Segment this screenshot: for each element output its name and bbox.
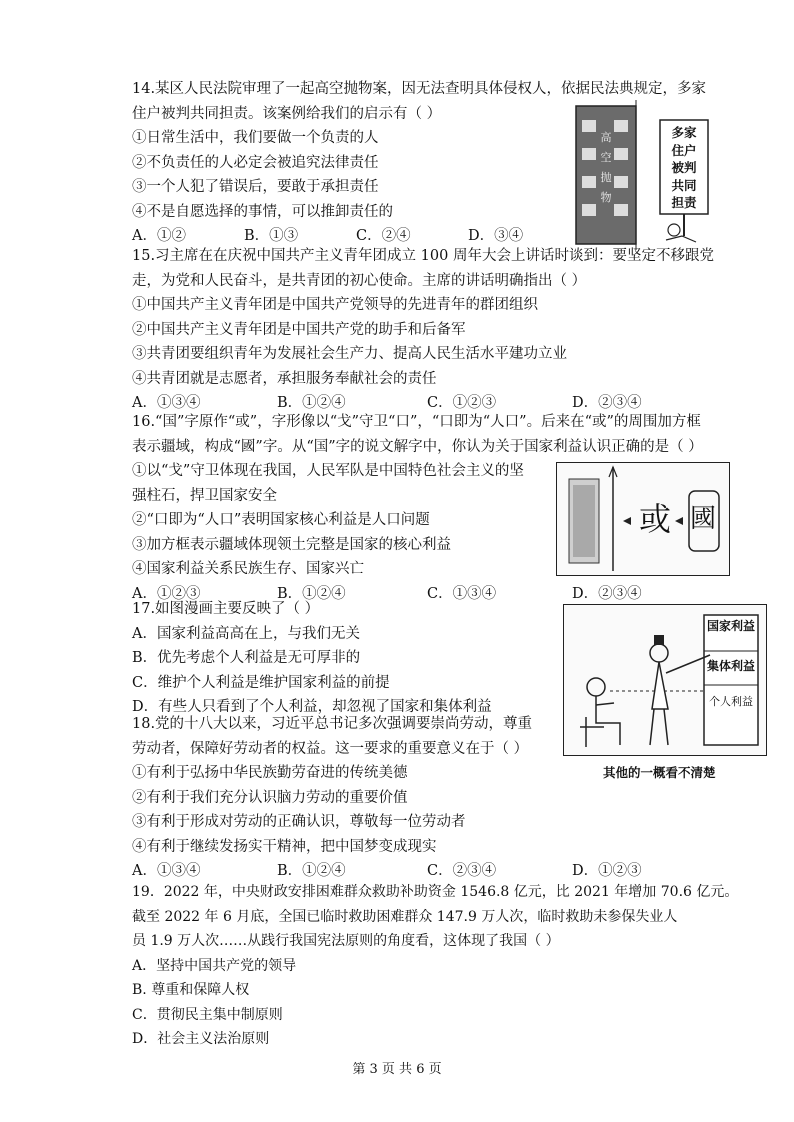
q15-line-1: 15.习主席在在庆祝中国共产主义青年团成立 100 周年大会上讲话时谈到：要坚定不移跟党 xyxy=(132,248,714,264)
q19-option-d: D．社会主义法治原则 xyxy=(132,1031,270,1047)
q17-label-personal: 个人利益 xyxy=(709,695,753,708)
q14-building-char-1: 高 xyxy=(600,131,612,144)
q14-option-d: D．③④ xyxy=(468,228,524,244)
q15-option-b: B．①②④ xyxy=(277,395,346,411)
q18-line-4: ②有利于我们充分认识脑力劳动的重要价值 xyxy=(132,789,408,806)
q17-line-1: 17.如图漫画主要反映了（ ） xyxy=(132,601,320,617)
q15-line-3: ①中国共产主义青年团是中国共产党领导的先进青年的群团组织 xyxy=(132,297,538,313)
q18-line-5: ③有利于形成对劳动的正确认识，尊敬每一位劳动者 xyxy=(132,814,466,830)
q17-option-c: C．维护个人利益是维护国家利益的前提 xyxy=(132,674,390,691)
q14-line-4: ②不负责任的人必定会被追究法律责任 xyxy=(132,154,379,171)
page-footer: 第 3 页 共 6 页 xyxy=(352,1062,442,1077)
q18-line-3: ①有利于弘扬中华民族勤劳奋进的传统美德 xyxy=(132,765,408,781)
q18-option-a: A．①③④ xyxy=(132,863,201,879)
q19-option-b: B. 尊重和保障人权 xyxy=(132,982,250,998)
question-15 xyxy=(132,244,714,416)
q16-line-6: ③加方框表示疆域体现领土完整是国家的核心利益 xyxy=(132,536,451,553)
q16-line-1: 16.“国”字原作“或”，字形像以“戈”守卫“口”，“口即为“人口”。后来在“或”的周围加方框 xyxy=(132,414,701,430)
q14-option-a: A．①② xyxy=(132,228,186,244)
q14-line-6: ④不是自愿选择的事情，可以推卸责任的 xyxy=(132,203,393,220)
q18-line-6: ④有利于继续发扬实干精神，把中国梦变成现实 xyxy=(132,838,437,855)
q15-option-a: A．①③④ xyxy=(132,395,201,411)
q14-building-char-2: 空 xyxy=(600,151,612,164)
q14-line-1: 14.某区人民法院审理了一起高空抛物案，因无法查明具体侵权人，依据民法典规定，多家 xyxy=(132,81,707,97)
q14-building-text xyxy=(599,128,613,208)
q15-option-d: D．②③④ xyxy=(572,395,642,411)
q16-option-d: D．②③④ xyxy=(572,585,642,602)
q16-line-4: 强柱石，捍卫国家安全 xyxy=(132,487,277,504)
q14-building-char-4: 物 xyxy=(600,191,612,204)
q15-option-c: C．①②③ xyxy=(427,395,497,411)
q19-option-a: A．坚持中国共产党的领导 xyxy=(132,957,297,974)
q16-option-b: B．①②④ xyxy=(277,585,346,602)
q14-line-5: ③一个人犯了错误后，要敢于承担责任 xyxy=(132,179,379,195)
question-19 xyxy=(132,880,738,1052)
q17-option-a: A．国家利益高高在上，与我们无关 xyxy=(132,625,360,642)
q18-option-b: B．①②④ xyxy=(277,863,346,879)
q14-sign-text xyxy=(662,124,706,212)
q16-char-guo: 國 xyxy=(690,504,717,534)
q19-line-1: 19．2022 年，中央财政安排困难群众救助补助资金 1546.8 亿元，比 2021 年增加 70.6 亿元。 xyxy=(132,884,739,900)
q14-option-b: B．①③ xyxy=(244,228,299,244)
q16-line-2: 表示疆域，构成“國”字。从“国”字的说文解字中，你认为关于国家利益认识正确的是（ ） xyxy=(132,438,703,455)
q14-sign-line-5: 担责 xyxy=(671,195,697,210)
q14-line-2: 住户被判共同担责。该案例给我们的启示有（ ） xyxy=(132,105,442,122)
q14-cartoon xyxy=(570,100,720,250)
q14-sign-line-3: 被判 xyxy=(671,160,697,175)
q18-line-2: 劳动者，保障好劳动者的权益。这一要求的重要意义在于（ ） xyxy=(132,740,529,757)
q16-line-7: ④国家利益关系民族生存、国家兴亡 xyxy=(132,561,364,577)
q14-building-char-3: 抛 xyxy=(600,171,612,184)
q17-label-collective: 集体利益 xyxy=(706,659,755,673)
q18-line-1: 18.党的十八大以来，习近平总书记多次强调要崇尚劳动，尊重 xyxy=(132,716,533,732)
q14-line-3: ①日常生活中，我们要做一个负责的人 xyxy=(132,130,379,146)
q19-line-2: 截至 2022 年 6 月底，全国已临时救助困难群众 147.9 万人次，临时救助未参保失业人 xyxy=(132,908,678,925)
q14-sign-line-1: 多家 xyxy=(671,125,697,140)
q15-line-4: ②中国共产主义青年团是中国共产党的助手和后备军 xyxy=(132,321,466,338)
q19-line-3: 员 1.9 万人次……从践行我国宪法原则的角度看，这体现了我国（ ） xyxy=(132,933,560,949)
q17-option-d: D．有些人只看到了个人利益，却忽视了国家和集体利益 xyxy=(132,699,492,715)
q19-option-c: C．贯彻民主集中制原则 xyxy=(132,1006,283,1023)
q15-line-2: 走，为党和人民奋斗，是共青团的初心使命。主席的讲话明确指出（ ） xyxy=(132,272,587,289)
q16-char-huo: 或 xyxy=(639,500,672,538)
q15-line-6: ④共青团就是志愿者，承担服务奉献社会的责任 xyxy=(132,370,437,387)
q17-label-national: 国家利益 xyxy=(706,619,755,633)
question-17 xyxy=(132,597,492,720)
q16-figure xyxy=(556,462,730,576)
q16-line-3: ①以“戈”守卫体现在我国，人民军队是中国特色社会主义的坚 xyxy=(132,463,524,479)
q14-sign-line-2: 住户 xyxy=(671,142,697,158)
q17-option-b: B．优先考虑个人利益是无可厚非的 xyxy=(132,650,361,666)
q14-option-c: C．②④ xyxy=(356,228,411,244)
q18-option-d: D．①②③ xyxy=(572,863,642,879)
q16-line-5: ②“口即为“人口”表明国家核心利益是人口问题 xyxy=(132,512,430,528)
q16-option-a: A．①②③ xyxy=(132,585,201,602)
q17-cartoon-caption: 其他的一概看不清楚 xyxy=(603,765,716,780)
q14-sign-line-4: 共同 xyxy=(671,177,697,193)
q15-line-5: ③共青团要组织青年为发展社会生产力、提高人民生活水平建功立业 xyxy=(132,346,567,362)
q18-option-c: C．②③④ xyxy=(427,863,497,879)
q16-option-c: C．①③④ xyxy=(427,585,497,602)
question-18 xyxy=(132,712,642,884)
